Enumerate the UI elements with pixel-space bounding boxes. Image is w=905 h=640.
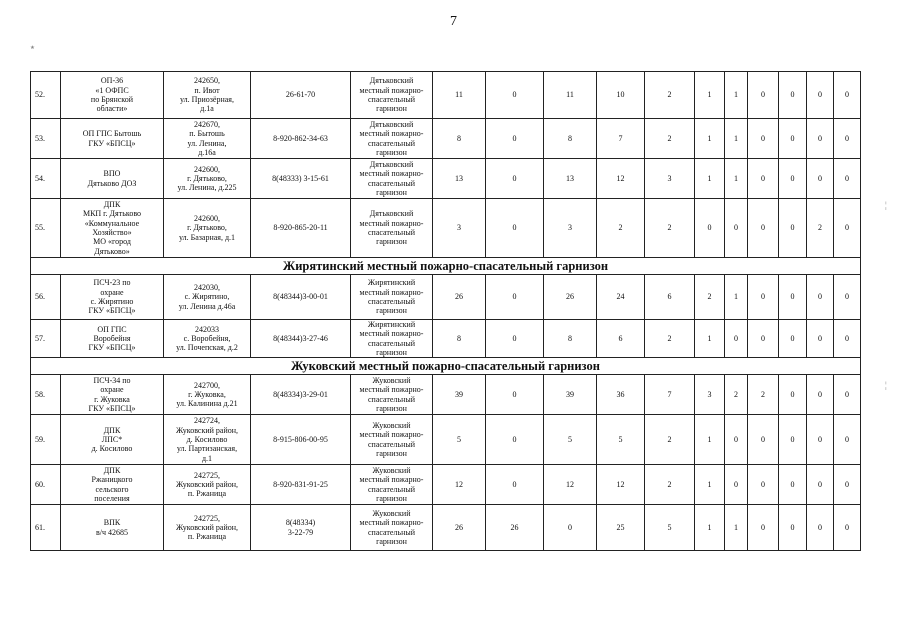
table-cell: 8(48344)3-00-01 — [251, 275, 351, 320]
table-cell: 5 — [433, 415, 486, 465]
table-cell: 12 — [597, 465, 645, 505]
table-cell: 11 — [433, 72, 486, 119]
page-number: 7 — [450, 14, 457, 29]
table-cell: 12 — [597, 159, 645, 199]
fire-garrison-table — [30, 71, 861, 551]
table-cell: 0 — [807, 505, 834, 551]
table-cell: 0 — [544, 505, 597, 551]
table-cell: ОП ГПС Бытошь ГКУ «БПСЦ» — [61, 119, 164, 159]
table-cell: 2 — [725, 375, 748, 415]
table-cell: 1 — [725, 275, 748, 320]
table-cell: 52. — [31, 72, 61, 119]
table-row — [31, 72, 861, 119]
table-cell: 0 — [834, 159, 861, 199]
table-cell: Жирятинский местный пожарно- спасательный гарнизон — [351, 275, 433, 320]
scan-mark: ٭ — [30, 42, 35, 52]
table-cell: 0 — [748, 72, 779, 119]
table-cell: 0 — [807, 375, 834, 415]
table-row — [31, 275, 861, 320]
table-cell: 3 — [544, 199, 597, 258]
table-cell: 8-920-862-34-63 — [251, 119, 351, 159]
table-cell: 8(48334) 3-22-79 — [251, 505, 351, 551]
table-cell: 242725, Жуковский район, п. Ржаница — [164, 465, 251, 505]
table-cell: 8(48334)3-29-01 — [251, 375, 351, 415]
table-cell: 0 — [486, 199, 544, 258]
table-cell: 1 — [725, 119, 748, 159]
table-cell: 6 — [597, 320, 645, 358]
table-cell: 0 — [486, 465, 544, 505]
table-cell: 1 — [695, 320, 725, 358]
table-cell: 0 — [748, 415, 779, 465]
table-cell: 3 — [433, 199, 486, 258]
table-cell: 0 — [779, 465, 807, 505]
table-row — [31, 199, 861, 258]
table-cell: 2 — [645, 119, 695, 159]
table-cell: 0 — [807, 320, 834, 358]
table-cell: 0 — [807, 465, 834, 505]
section-title: Жирятинский местный пожарно-спасательный гарнизон — [31, 258, 861, 275]
table-cell: 0 — [779, 505, 807, 551]
table-cell: 0 — [486, 375, 544, 415]
table-cell: 242700, г. Жуковка, ул. Калинина д.21 — [164, 375, 251, 415]
table-cell: 1 — [695, 465, 725, 505]
table-cell: 242030, с. Жирятино, ул. Ленина д.46а — [164, 275, 251, 320]
table-cell: ВПК в/ч 42685 — [61, 505, 164, 551]
table-cell: 1 — [725, 159, 748, 199]
table-cell: 8-920-865-20-11 — [251, 199, 351, 258]
table-cell: 0 — [779, 375, 807, 415]
table-cell: 0 — [748, 159, 779, 199]
table-cell: 39 — [433, 375, 486, 415]
table-cell: Жирятинский местный пожарно- спасательный гарнизон — [351, 320, 433, 358]
table-cell: 242670, п. Бытошь ул. Ленина, д.16а — [164, 119, 251, 159]
table-cell: 12 — [544, 465, 597, 505]
table-cell: 0 — [834, 415, 861, 465]
table-cell: 0 — [748, 320, 779, 358]
table-cell: 242033 с. Воробейня, ул. Почепская, д.2 — [164, 320, 251, 358]
table-cell: 8 — [544, 320, 597, 358]
table-cell: 1 — [725, 72, 748, 119]
table-row — [31, 505, 861, 551]
table-cell: 0 — [748, 199, 779, 258]
table-cell: 0 — [748, 465, 779, 505]
table-cell: 0 — [834, 320, 861, 358]
table-cell: 0 — [748, 119, 779, 159]
table-cell: 59. — [31, 415, 61, 465]
table-cell: 24 — [597, 275, 645, 320]
table-cell: 0 — [779, 72, 807, 119]
table-cell: 26 — [544, 275, 597, 320]
table-cell: 36 — [597, 375, 645, 415]
table-cell: 0 — [834, 465, 861, 505]
table-cell: 7 — [645, 375, 695, 415]
table-cell: 0 — [779, 199, 807, 258]
table-cell: Жуковский местный пожарно- спасательный гарнизон — [351, 415, 433, 465]
table-cell: Дятьковский местный пожарно- спасательный гарнизон — [351, 72, 433, 119]
table-cell: 242725, Жуковский район, п. Ржаница — [164, 505, 251, 551]
section-header-row — [31, 258, 861, 275]
table-cell: 0 — [807, 119, 834, 159]
table-cell: 0 — [725, 465, 748, 505]
table-cell: 0 — [748, 505, 779, 551]
table-cell: 0 — [779, 275, 807, 320]
table-cell: 8-915-806-00-95 — [251, 415, 351, 465]
table-cell: Жуковский местный пожарно- спасательный гарнизон — [351, 465, 433, 505]
table-cell: 1 — [695, 72, 725, 119]
table-cell: 3 — [695, 375, 725, 415]
table-row — [31, 119, 861, 159]
table-cell: 0 — [779, 320, 807, 358]
table-cell: 2 — [695, 275, 725, 320]
table-cell: 25 — [597, 505, 645, 551]
table-cell: 0 — [725, 199, 748, 258]
table-cell: 54. — [31, 159, 61, 199]
scan-mark: ¦ — [885, 380, 887, 390]
table-cell: 2 — [807, 199, 834, 258]
table-cell: 26 — [486, 505, 544, 551]
table-cell: 2 — [645, 320, 695, 358]
table-cell: 242600, г. Дятьково, ул. Базарная, д.1 — [164, 199, 251, 258]
table-cell: 8 — [544, 119, 597, 159]
table-cell: 0 — [779, 415, 807, 465]
table-cell: 3 — [645, 159, 695, 199]
table-cell: 55. — [31, 199, 61, 258]
table-cell: 8-920-831-91-25 — [251, 465, 351, 505]
table-cell: 0 — [695, 199, 725, 258]
table-cell: 0 — [725, 320, 748, 358]
table-cell: Дятьковский местный пожарно- спасательный гарнизон — [351, 119, 433, 159]
table-cell: 0 — [807, 275, 834, 320]
table-cell: 0 — [725, 415, 748, 465]
table-cell: ПСЧ-34 по охране г. Жуковка ГКУ «БПСЦ» — [61, 375, 164, 415]
table-cell: 8 — [433, 119, 486, 159]
table-cell: 57. — [31, 320, 61, 358]
table-cell: 0 — [486, 320, 544, 358]
table-cell: 6 — [645, 275, 695, 320]
table-cell: 8(48333) 3-15-61 — [251, 159, 351, 199]
table-cell: 5 — [544, 415, 597, 465]
table-cell: 58. — [31, 375, 61, 415]
table-cell: 242724, Жуковский район, д. Косилово ул. Партизанская, д.1 — [164, 415, 251, 465]
table-cell: 53. — [31, 119, 61, 159]
table-cell: ОП-36 «1 ОФПС по Брянской области» — [61, 72, 164, 119]
table-cell: 39 — [544, 375, 597, 415]
table-cell: 242600, г. Дятьково, ул. Ленина, д.225 — [164, 159, 251, 199]
table-cell: 0 — [779, 119, 807, 159]
table-cell: 1 — [725, 505, 748, 551]
table-cell: 0 — [834, 199, 861, 258]
section-header-row — [31, 358, 861, 375]
table-cell: 2 — [645, 199, 695, 258]
table-cell: 0 — [486, 159, 544, 199]
table-row — [31, 159, 861, 199]
table-row — [31, 375, 861, 415]
table-cell: Дятьковский местный пожарно- спасательный гарнизон — [351, 199, 433, 258]
table-cell: 2 — [597, 199, 645, 258]
table-cell: Жуковский местный пожарно- спасательный гарнизон — [351, 375, 433, 415]
table-cell: 60. — [31, 465, 61, 505]
table-cell: 0 — [748, 275, 779, 320]
table-cell: 0 — [486, 415, 544, 465]
section-title: Жуковский местный пожарно-спасательный гарнизон — [31, 358, 861, 375]
table-cell: 0 — [834, 505, 861, 551]
table-cell: Дятьковский местный пожарно- спасательный гарнизон — [351, 159, 433, 199]
table-cell: 0 — [834, 275, 861, 320]
table-cell: ОП ГПС Воробейня ГКУ «БПСЦ» — [61, 320, 164, 358]
table-cell: 26 — [433, 505, 486, 551]
table-cell: 242650, п. Ивот ул. Приозёрная, д.1а — [164, 72, 251, 119]
table-cell: ВПО Дятьково ДОЗ — [61, 159, 164, 199]
table-cell: 1 — [695, 159, 725, 199]
table-row — [31, 320, 861, 358]
table-cell: 0 — [834, 375, 861, 415]
table-cell: 0 — [486, 72, 544, 119]
table-cell: 0 — [486, 119, 544, 159]
table-cell: ДПК МКП г. Дятьково «Коммунальное Хозяйство» МО «город Дятьково» — [61, 199, 164, 258]
table-row — [31, 415, 861, 465]
table-cell: 0 — [486, 275, 544, 320]
table-row — [31, 465, 861, 505]
table-cell: 11 — [544, 72, 597, 119]
table-cell: 56. — [31, 275, 61, 320]
table-cell: 0 — [834, 119, 861, 159]
scan-mark: ¦ — [885, 200, 887, 210]
table-cell: 2 — [645, 465, 695, 505]
table-cell: 1 — [695, 505, 725, 551]
table-cell: 0 — [834, 72, 861, 119]
table-cell: 0 — [807, 159, 834, 199]
table-cell: Жуковский местный пожарно- спасательный гарнизон — [351, 505, 433, 551]
table-cell: 13 — [544, 159, 597, 199]
table-cell: 2 — [748, 375, 779, 415]
table-cell: 0 — [807, 72, 834, 119]
table-cell: 8 — [433, 320, 486, 358]
table-cell: 7 — [597, 119, 645, 159]
table-cell: 8(48344)3-27-46 — [251, 320, 351, 358]
table-cell: 0 — [807, 415, 834, 465]
table-cell: 10 — [597, 72, 645, 119]
table-cell: ДПК Ржаницкого сельского поселения — [61, 465, 164, 505]
table-cell: 13 — [433, 159, 486, 199]
table-cell: ПСЧ-23 по охране с. Жирятино ГКУ «БПСЦ» — [61, 275, 164, 320]
table-cell: 2 — [645, 72, 695, 119]
table-cell: 1 — [695, 119, 725, 159]
table-cell: 5 — [645, 505, 695, 551]
table-cell: 0 — [779, 159, 807, 199]
table-cell: 61. — [31, 505, 61, 551]
table-cell: 12 — [433, 465, 486, 505]
table-cell: ДПК ЛПС* д. Косилово — [61, 415, 164, 465]
table-cell: 26-61-70 — [251, 72, 351, 119]
table-cell: 1 — [695, 415, 725, 465]
table-cell: 2 — [645, 415, 695, 465]
table-cell: 26 — [433, 275, 486, 320]
table-cell: 5 — [597, 415, 645, 465]
